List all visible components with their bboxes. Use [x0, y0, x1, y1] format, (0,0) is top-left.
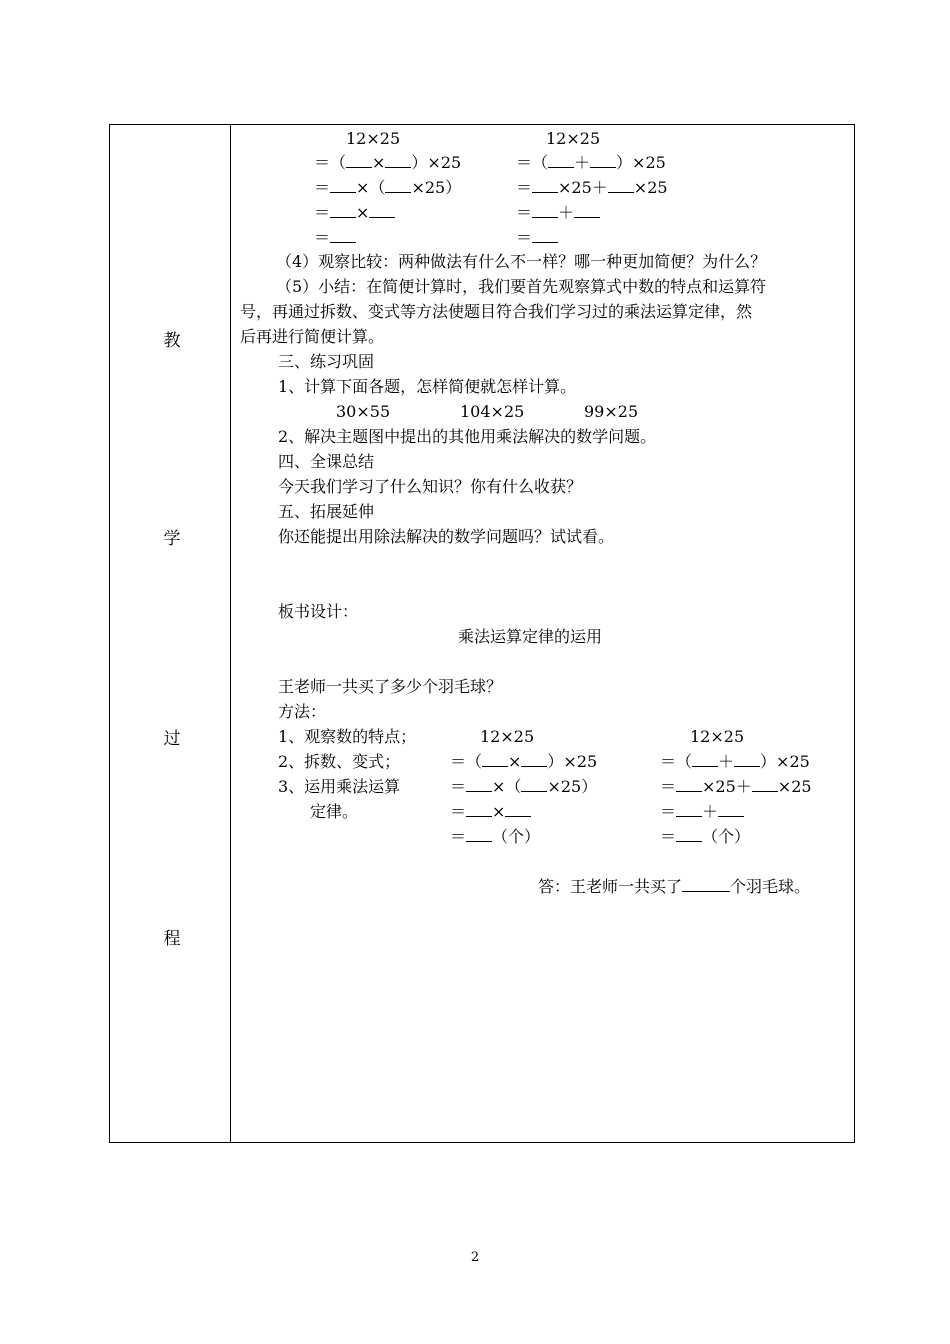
blank: [574, 203, 600, 218]
blank: [548, 153, 574, 168]
section-extension: 五、拓展延伸: [278, 502, 375, 521]
page-number: 2: [470, 1250, 480, 1265]
blank: [752, 777, 778, 792]
side-label-char-4: 程: [163, 929, 181, 949]
blank: [676, 802, 702, 817]
blank: [482, 752, 508, 767]
para-summary-2: 号，再通过拆数、变式等方法使题目符合我们学习过的乘法运算定律，然: [240, 302, 753, 321]
blank: [330, 203, 356, 218]
calc-right-line-1: ＝（ ＋ ）×25: [516, 153, 666, 172]
exercise-2: 104×25: [460, 402, 525, 421]
calc-right-line-2: ＝ ×25＋ ×25: [516, 178, 668, 197]
blank: [385, 153, 411, 168]
board-question: 王老师一共买了多少个羽毛球？: [278, 677, 503, 696]
board-step-3-cont: 定律。: [310, 802, 359, 821]
board-right-line-3: ＝ ＋: [660, 802, 744, 822]
blank: [369, 203, 395, 218]
board-left-line-4: ＝ （个）: [450, 827, 541, 846]
extension-question: 你还能提出用除法解决的数学问题吗？试试看。: [278, 527, 615, 546]
blank: [676, 777, 702, 792]
section-practice: 三、练习巩固: [278, 352, 375, 371]
board-left-line-1: ＝（ × ）×25: [450, 752, 598, 771]
calc-left-line-4: ＝: [314, 228, 356, 248]
blank: [532, 228, 558, 243]
para-summary-3: 后再进行简便计算。: [240, 327, 385, 346]
blank: [466, 802, 492, 817]
side-label-char-1: 教: [163, 331, 181, 351]
blank: [676, 827, 702, 842]
board-step-3: 3、运用乘法运算: [278, 777, 401, 796]
board-title: 乘法运算定律的运用: [458, 627, 603, 646]
blank: [692, 752, 718, 767]
board-right-line-2: ＝ ×25＋ ×25: [660, 777, 812, 796]
calc-left-line-2: ＝ ×（ ×25）: [314, 178, 462, 197]
calc-left-line-3: ＝ ×: [314, 203, 395, 223]
board-answer: 答：王老师一共买了 个羽毛球。: [538, 877, 811, 896]
board-right-line-1: ＝（ ＋ ）×25: [660, 752, 810, 771]
blank: [608, 178, 634, 193]
board-label: 板书设计：: [278, 602, 359, 621]
side-label-char-3: 过: [163, 729, 181, 749]
calc-right-line-3: ＝ ＋: [516, 203, 600, 223]
blank: [505, 802, 531, 817]
calc-right-line-4: ＝: [516, 228, 558, 248]
blank: [532, 203, 558, 218]
para-compare: （4）观察比较：两种做法有什么不一样？哪一种更加简便？为什么？: [276, 252, 767, 271]
para-summary-1: （5）小结：在简便计算时，我们要首先观察算式中数的特点和运算符: [276, 277, 767, 296]
blank: [532, 178, 558, 193]
section-summary: 四、全课总结: [278, 452, 375, 471]
blank: [734, 752, 760, 767]
board-right-head: 12×25: [690, 727, 745, 746]
board-step-2: 2、拆数、变式；: [278, 752, 401, 771]
blank: [330, 228, 356, 243]
blank: [330, 178, 356, 193]
blank: [346, 153, 372, 168]
board-left-line-3: ＝ ×: [450, 802, 531, 822]
board-step-1: 1、观察数的特点；: [278, 727, 417, 746]
calc-left-line-1: ＝（ × ）×25: [314, 153, 462, 172]
blank: [521, 752, 547, 767]
blank: [718, 802, 744, 817]
practice-item-2: 2、解决主题图中提出的其他用乘法解决的数学问题。: [278, 427, 657, 446]
exercise-3: 99×25: [584, 402, 639, 421]
board-left-line-2: ＝ ×（ ×25）: [450, 777, 598, 796]
calc-right-head: 12×25: [546, 129, 601, 148]
calc-left-head: 12×25: [346, 129, 401, 148]
answer-blank: [682, 877, 730, 892]
exercise-1: 30×55: [336, 402, 391, 421]
blank: [466, 827, 492, 842]
blank: [466, 777, 492, 792]
blank: [385, 178, 411, 193]
practice-item-1: 1、计算下面各题，怎样简便就怎样计算。: [278, 377, 577, 396]
board-left-head: 12×25: [480, 727, 535, 746]
board-method: 方法：: [278, 702, 327, 721]
side-label-char-2: 学: [163, 529, 181, 549]
blank: [521, 777, 547, 792]
blank: [590, 153, 616, 168]
column-divider: [230, 124, 231, 1143]
board-right-line-4: ＝ （个）: [660, 827, 751, 846]
summary-question: 今天我们学习了什么知识？你有什么收获？: [278, 477, 583, 496]
